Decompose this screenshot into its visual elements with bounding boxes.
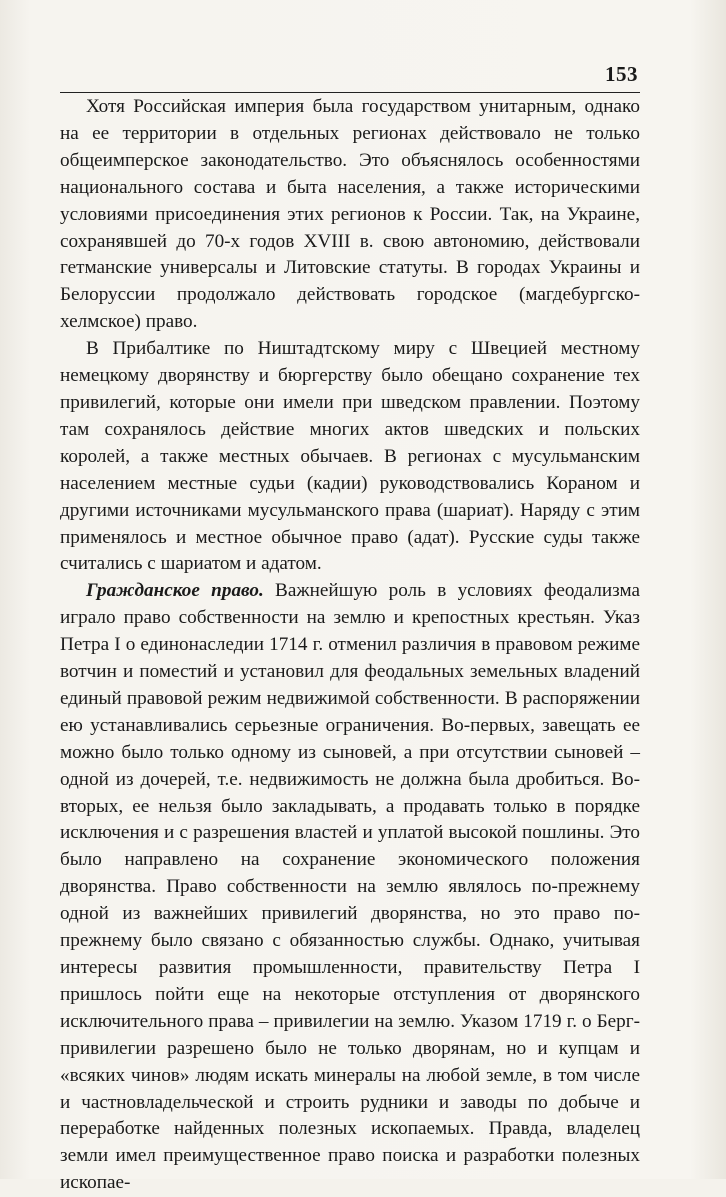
paragraph-text: В Прибалтике по Ништадтскому миру с Швецией местному немецкому дворянству и бюргерству было обещано сохранение тех привилегий, которые они имели при шведском правлении. Поэтому там сохранялось действие многих актов шведских и польских королей, а также местных обычаев. В регионах с мусульманским населением местные судьи (кадии) руководствовались Кораном и другими источниками мусульманского права (шариат). Наряду с этим применялось и местное обычное право (адат). Русские суды также считались с шариатом и адатом. bbox=[60, 338, 640, 575]
paragraph-civil-law bbox=[60, 578, 640, 1197]
running-header bbox=[60, 62, 640, 93]
section-lead-heading: Гражданское право. bbox=[86, 580, 264, 602]
body-text bbox=[60, 94, 640, 1197]
page-number: 153 bbox=[605, 62, 638, 86]
paragraph-baltic bbox=[60, 336, 640, 578]
paragraph-text: Важнейшую роль в условиях феодализма играло право собственности на землю и крепостных крестьян. Указ Петра I о единонаследии 1714 г. отменил различия в правовом режиме вотчин и поместий и установил для феодальных земельных владений единый правовой режим недвижимой собственности. В распоряжении ею устанавливались серьезные ограничения. Во-первых, завещать ее можно было только одному из сыновей, а при отсутствии сыновей – одной из дочерей, т.е. недвижимость не должна была дробиться. Во-вторых, ее нельзя было закладывать, а продавать только в порядке исключения и с разрешения властей и уплатой высокой пошлины. Это было направлено на сохранение экономического положения дворянства. Право собственности на землю являлось по-прежнему одной из важнейших привилегий дворянства, но это право по-прежнему было связано с обязанностью службы. Однако, учитывая интересы развития промышленности, правительству Петра I пришлось пойти еще на некоторые отступления от дворянского исключительного права – привилегии на землю. Указом 1719 г. о Берг-привилегии разрешено было не только дворянам, но и купцам и «всяких чинов» людям искать минералы на любой земле, в том числе и частновладельческой и строить рудники и заводы по добыче и переработке найденных полезных ископаемых. Правда, владелец земли имел преимущественное право поиска и разработки полезных ископае- bbox=[60, 580, 640, 1194]
paragraph-text: Хотя Российская империя была государством унитарным, однако на ее территории в отдельных регионах действовало не только общеимперское законодательство. Это объяснялось особенностями национального состава и быта населения, а также историческими условиями присоединения этих регионов к России. Так, на Украине, сохранявшей до 70-х годов XVIII в. свою автономию, действовали гетманские универсалы и Литовские статуты. В городах Украины и Белоруссии продолжало действовать городское (магдебургско-хелмское) право. bbox=[60, 96, 640, 333]
paragraph-regional-law bbox=[60, 94, 640, 336]
